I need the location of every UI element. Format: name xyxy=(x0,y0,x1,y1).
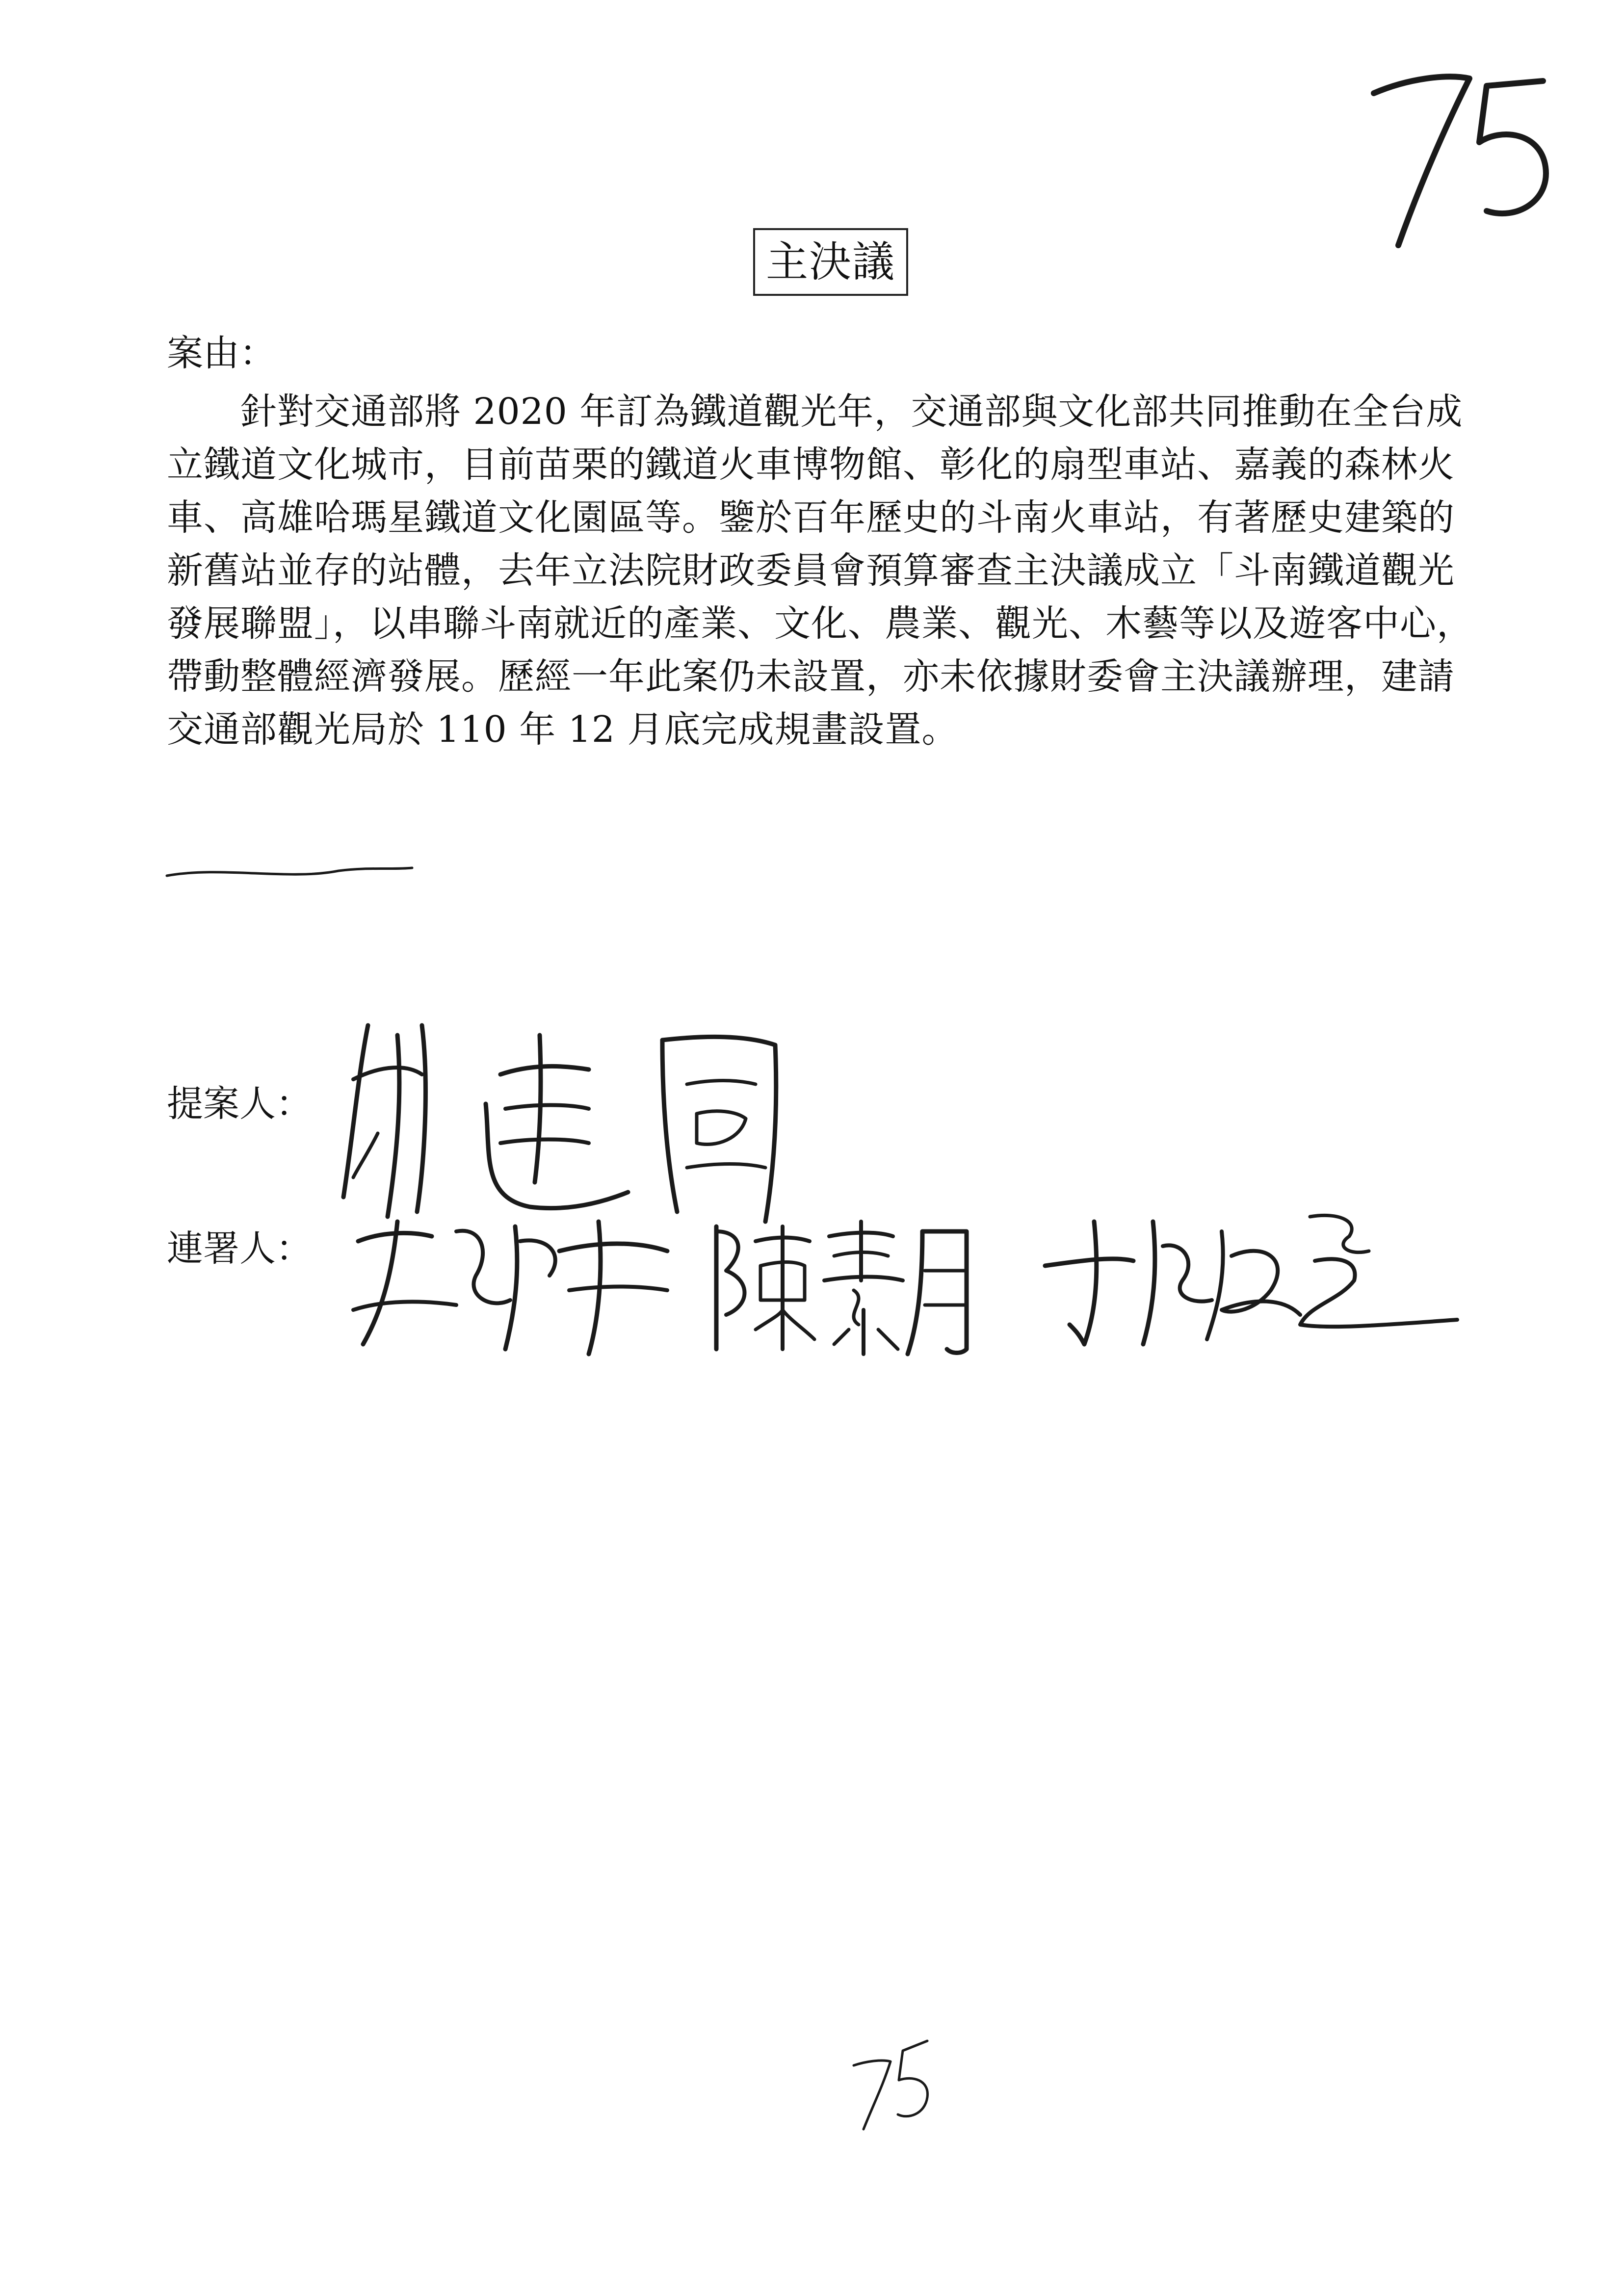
handwritten-page-number-bottom xyxy=(844,2036,942,2134)
body-line: 交通部觀光局於 110 年 12 月底完成規畫設置。 xyxy=(167,708,959,751)
proposer-label: 提案人： xyxy=(167,1083,312,1125)
body-line: 發展聯盟」，以串聯斗南就近的產業、文化、農業、觀光、木藝等以及遊客中心， xyxy=(167,602,1473,645)
case-label: 案由： xyxy=(167,332,276,374)
handwritten-underline xyxy=(162,856,417,886)
case-body xyxy=(167,385,1501,756)
cosigner-label: 連署人： xyxy=(167,1227,312,1270)
cosigner-signature xyxy=(707,1212,981,1359)
handwritten-page-number-top xyxy=(1364,59,1570,265)
page-title: 主決議 xyxy=(753,228,908,296)
body-line: 帶動整體經濟發展。歷經一年此案仍未設置，亦未依據財委會主決議辦理，建請 xyxy=(167,655,1455,698)
proposer-signature xyxy=(324,1006,805,1241)
body-line: 立鐵道文化城市，目前苗栗的鐵道火車博物館、彰化的扇型車站、嘉義的森林火 xyxy=(167,444,1455,486)
body-line: 新舊站並存的站體，去年立法院財政委員會預算審查主決議成立「斗南鐵道觀光 xyxy=(167,549,1455,592)
cosigner-signature xyxy=(343,1212,687,1359)
cosigner-signature xyxy=(1035,1202,1462,1349)
body-line: 針對交通部將 2020 年訂為鐵道觀光年，交通部與文化部共同推動在全台成 xyxy=(240,391,1463,433)
body-line: 車、高雄哈瑪星鐵道文化園區等。鑒於百年歷史的斗南火車站，有著歷史建築的 xyxy=(167,496,1455,539)
